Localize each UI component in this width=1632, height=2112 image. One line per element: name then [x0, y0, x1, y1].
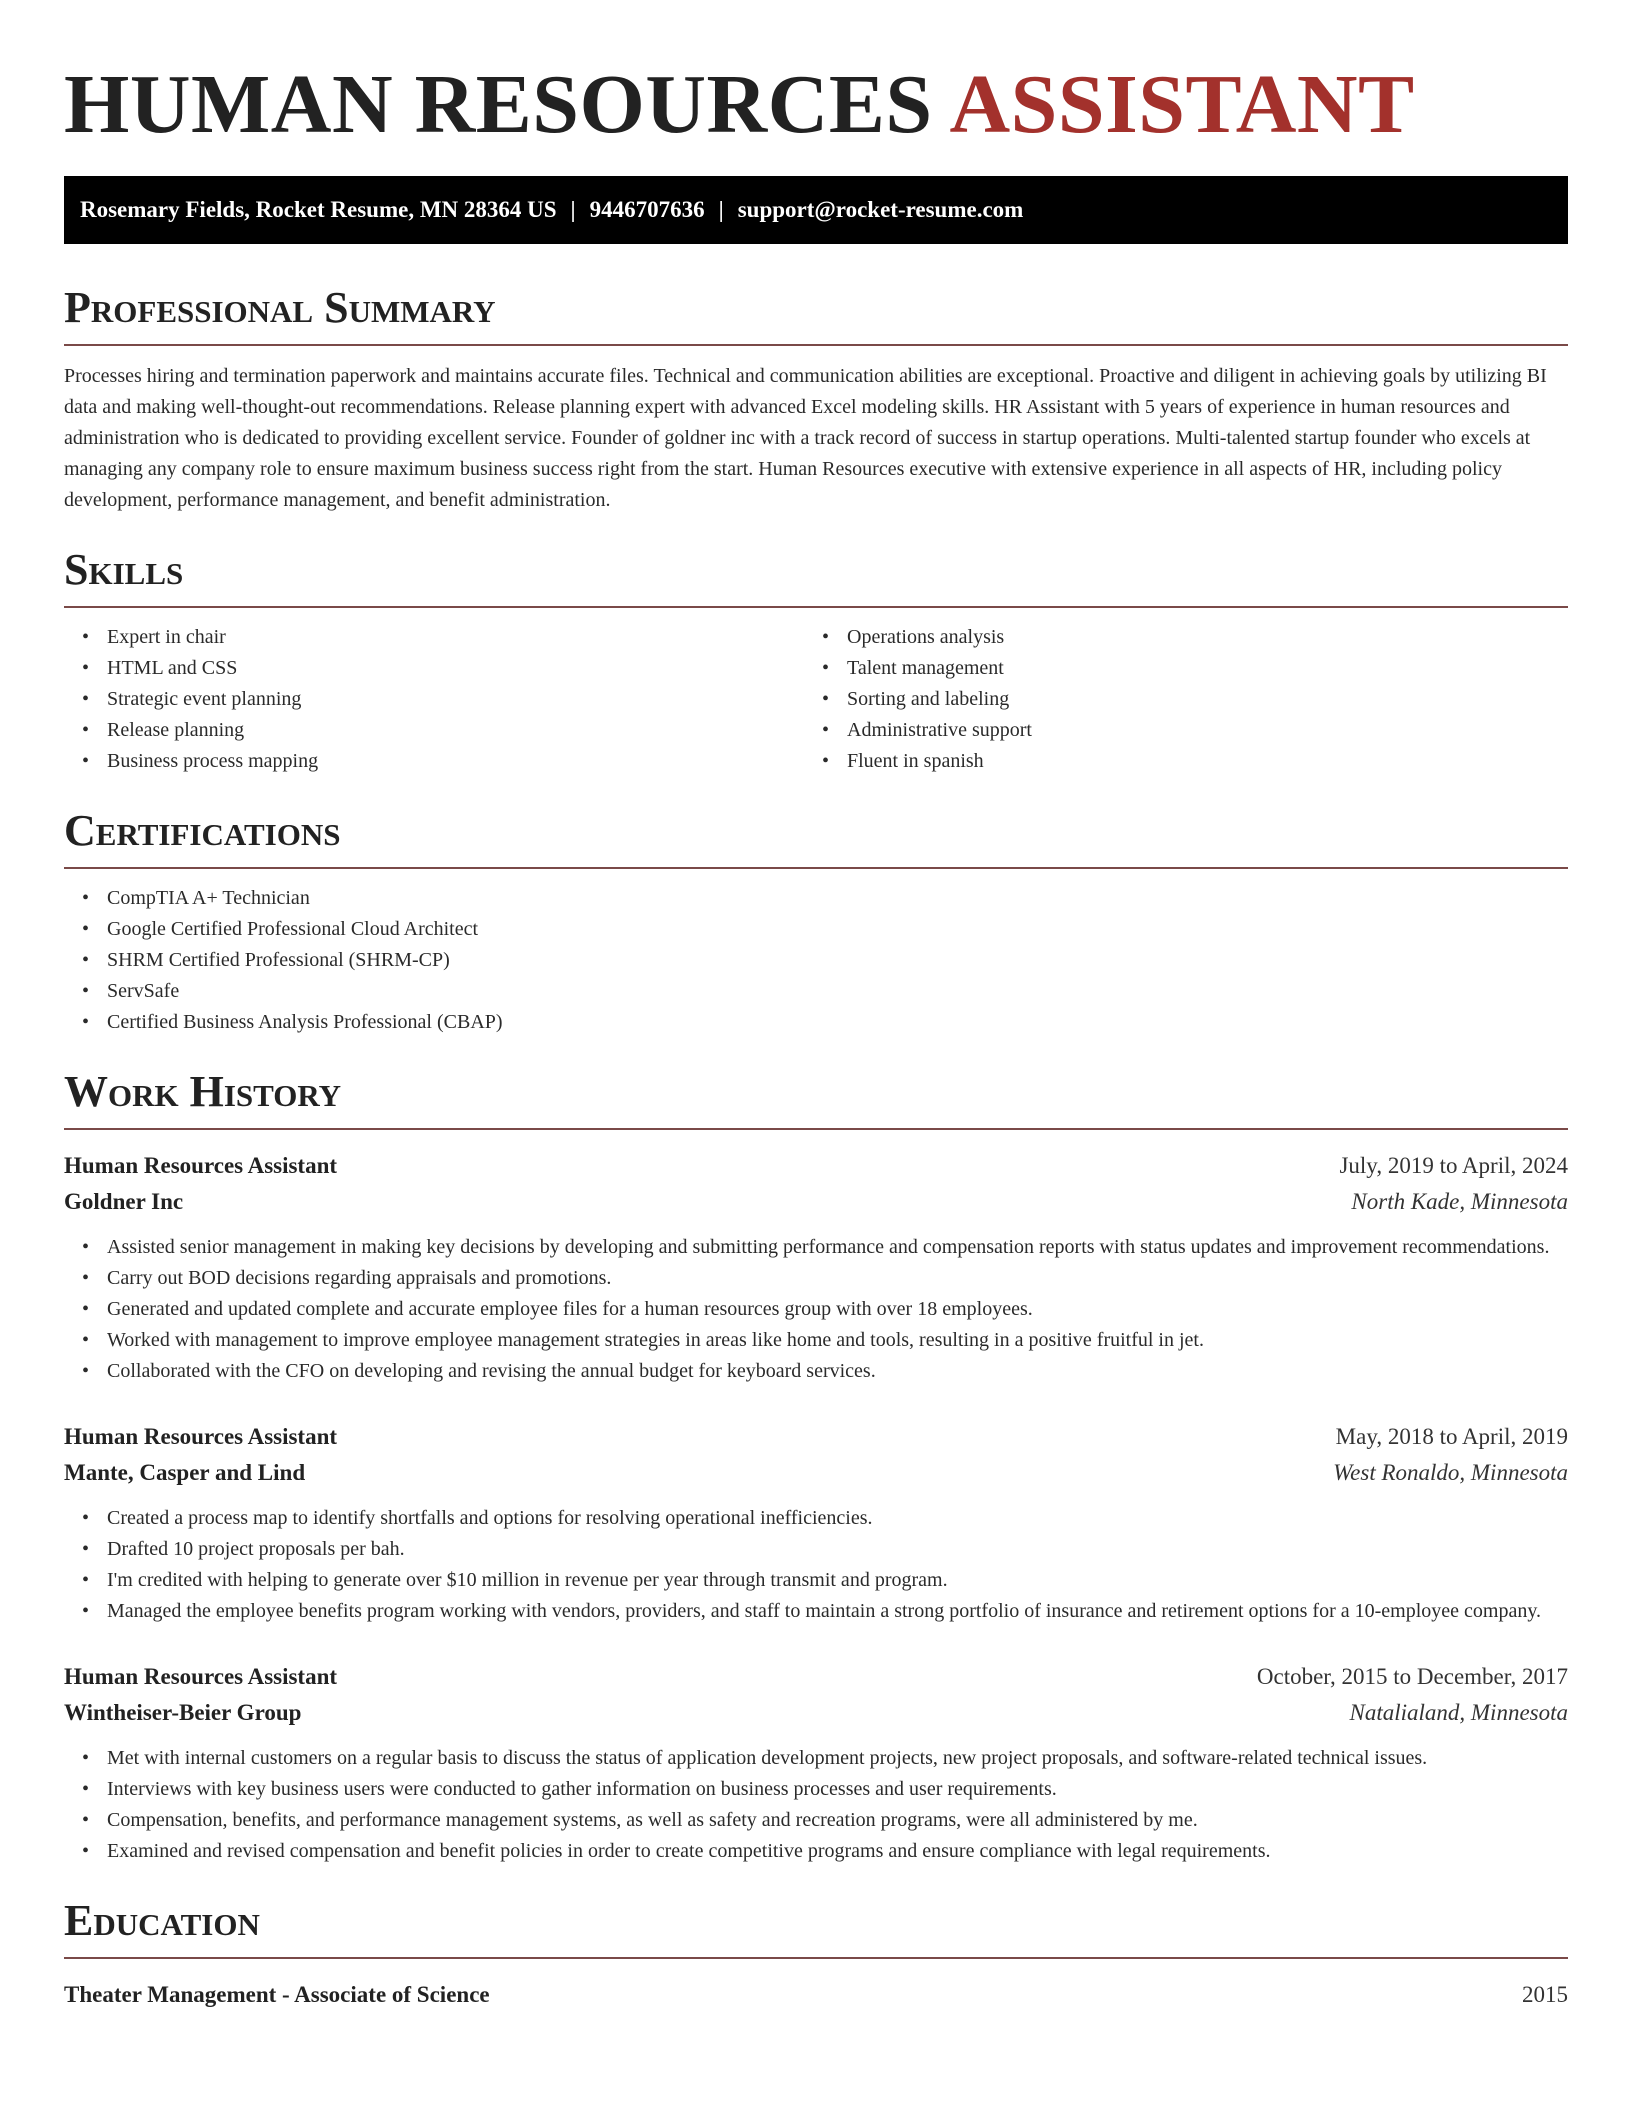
skill-item: • Talent management — [804, 653, 1544, 684]
job-bullet: • Created a process map to identify shortfalls and options for resolving operational inefficiencies. — [64, 1503, 1568, 1534]
education-row — [64, 1977, 1568, 2013]
contact-separator: | — [718, 197, 724, 222]
job-bullet: • Met with internal customers on a regular basis to discuss the status of application development projects, new project proposals, and software-related technical issues. — [64, 1743, 1568, 1774]
job-bullet: • Interviews with key business users were conducted to gather information on business processes and user requirements. — [64, 1774, 1568, 1805]
job-bullets — [64, 1232, 1568, 1387]
job-title: Human Resources Assistant — [64, 1664, 338, 1689]
section-divider — [64, 1128, 1568, 1130]
job-title: Human Resources Assistant — [64, 1424, 338, 1449]
contact-address: Rosemary Fields, Rocket Resume, MN 28364 US — [80, 197, 557, 222]
job-location: Natalialand, Minnesota — [1349, 1700, 1568, 1725]
skill-item: • Operations analysis — [804, 622, 1544, 653]
certification-item: • CompTIA A+ Technician — [64, 883, 1568, 914]
certification-item: • Certified Business Analysis Professional (CBAP) — [64, 1007, 1568, 1038]
job-bullet: • Managed the employee benefits program working with vendors, providers, and staff to maintain a strong portfolio of insurance and retirement options for a 10-employee company. — [64, 1596, 1568, 1627]
certifications-section — [64, 805, 1568, 1038]
job-header-row — [64, 1659, 1568, 1695]
certifications-heading: Certifications — [64, 806, 341, 855]
job-dates: July, 2019 to April, 2024 — [1339, 1153, 1568, 1178]
job-company: Mante, Casper and Lind — [64, 1460, 306, 1485]
job-entry — [64, 1148, 1568, 1387]
job-company: Goldner Inc — [64, 1189, 184, 1214]
job-title: Human Resources Assistant — [64, 1153, 338, 1178]
skill-item: • Fluent in spanish — [804, 746, 1544, 777]
education-entry — [64, 1977, 1568, 2013]
summary-section — [64, 282, 1568, 516]
certification-item: • ServSafe — [64, 976, 1568, 1007]
job-bullet: • Collaborated with the CFO on developing and revising the annual budget for keyboard services. — [64, 1356, 1568, 1387]
title-main: HUMAN RESOURCES — [64, 58, 933, 151]
job-dates: May, 2018 to April, 2019 — [1335, 1424, 1568, 1449]
section-divider — [64, 867, 1568, 869]
work-history-heading: Work History — [64, 1067, 342, 1116]
job-bullet: • I'm credited with helping to generate over $10 million in revenue per year through transmit and program. — [64, 1565, 1568, 1596]
job-bullet: • Examined and revised compensation and benefit policies in order to create competitive programs and ensure compliance with legal requirements. — [64, 1836, 1568, 1867]
contact-phone: 9446707636 — [589, 197, 705, 222]
job-company-row — [64, 1695, 1568, 1731]
job-location: West Ronaldo, Minnesota — [1333, 1460, 1568, 1485]
education-heading: Education — [64, 1896, 260, 1945]
section-divider — [64, 606, 1568, 608]
skill-item: • Business process mapping — [64, 746, 804, 777]
skill-item: • Release planning — [64, 715, 804, 746]
job-bullets — [64, 1743, 1568, 1867]
skills-grid — [64, 622, 1568, 777]
job-entry — [64, 1419, 1568, 1627]
job-bullet: • Drafted 10 project proposals per bah. — [64, 1534, 1568, 1565]
education-degree: Theater Management - Associate of Science — [64, 1982, 490, 2007]
job-header-row — [64, 1419, 1568, 1455]
education-year: 2015 — [1522, 1982, 1568, 2007]
skill-item: • Strategic event planning — [64, 684, 804, 715]
contact-bar — [64, 176, 1568, 244]
certification-item: • Google Certified Professional Cloud Architect — [64, 914, 1568, 945]
skill-item: • Sorting and labeling — [804, 684, 1544, 715]
section-divider — [64, 1957, 1568, 1959]
job-entry — [64, 1659, 1568, 1867]
job-bullets — [64, 1503, 1568, 1627]
contact-separator: | — [570, 197, 576, 222]
skill-item: • HTML and CSS — [64, 653, 804, 684]
skill-item: • Expert in chair — [64, 622, 804, 653]
summary-heading: Professional Summary — [64, 283, 496, 332]
job-header-row — [64, 1148, 1568, 1184]
section-divider — [64, 344, 1568, 346]
job-bullet: • Worked with management to improve employee management strategies in areas like home and tools, resulting in a positive fruitful in jet. — [64, 1325, 1568, 1356]
job-bullet: • Assisted senior management in making key decisions by developing and submitting performance and compensation reports with status updates and improvement recommendations. — [64, 1232, 1568, 1263]
skills-list — [64, 622, 804, 777]
job-bullet: • Carry out BOD decisions regarding appraisals and promotions. — [64, 1263, 1568, 1294]
job-location: North Kade, Minnesota — [1351, 1189, 1568, 1214]
resume-title — [64, 55, 1568, 155]
job-dates: October, 2015 to December, 2017 — [1256, 1664, 1568, 1689]
job-company-row — [64, 1455, 1568, 1491]
summary-text: Processes hiring and termination paperwork and maintains accurate files. Technical and communication abilities are exceptional. Proactive and diligent in achieving goals by utilizing BI data and making well-thought-out recommendations. Release planning expert with advanced Excel modeling skills. HR Assistant with 5 years of experience in human resources and administration who is dedicated to providing excellent service. Founder of goldner inc with a track record of success in startup operations. Multi-talented startup founder who excels at managing any company role to ensure maximum business success right from the start. Human Resources executive with extensive experience in all aspects of HR, including policy development, performance management, and benefit administration. — [64, 365, 1547, 511]
skills-column-right — [804, 622, 1544, 777]
job-bullet: • Generated and updated complete and accurate employee files for a human resources group with over 18 employees. — [64, 1294, 1568, 1325]
work-history-section — [64, 1066, 1568, 1867]
certifications-list — [64, 883, 1568, 1038]
title-accent: ASSISTANT — [949, 58, 1415, 151]
certification-item: • SHRM Certified Professional (SHRM-CP) — [64, 945, 1568, 976]
skills-column-left — [64, 622, 804, 777]
skills-heading: Skills — [64, 545, 184, 594]
contact-email: support@rocket-resume.com — [737, 197, 1024, 222]
skill-item: • Administrative support — [804, 715, 1544, 746]
job-company: Wintheiser-Beier Group — [64, 1700, 302, 1725]
job-bullet: • Compensation, benefits, and performance management systems, as well as safety and recreation programs, were all administered by me. — [64, 1805, 1568, 1836]
job-company-row — [64, 1184, 1568, 1220]
education-section — [64, 1895, 1568, 2013]
skills-list — [804, 622, 1544, 777]
skills-section — [64, 544, 1568, 777]
